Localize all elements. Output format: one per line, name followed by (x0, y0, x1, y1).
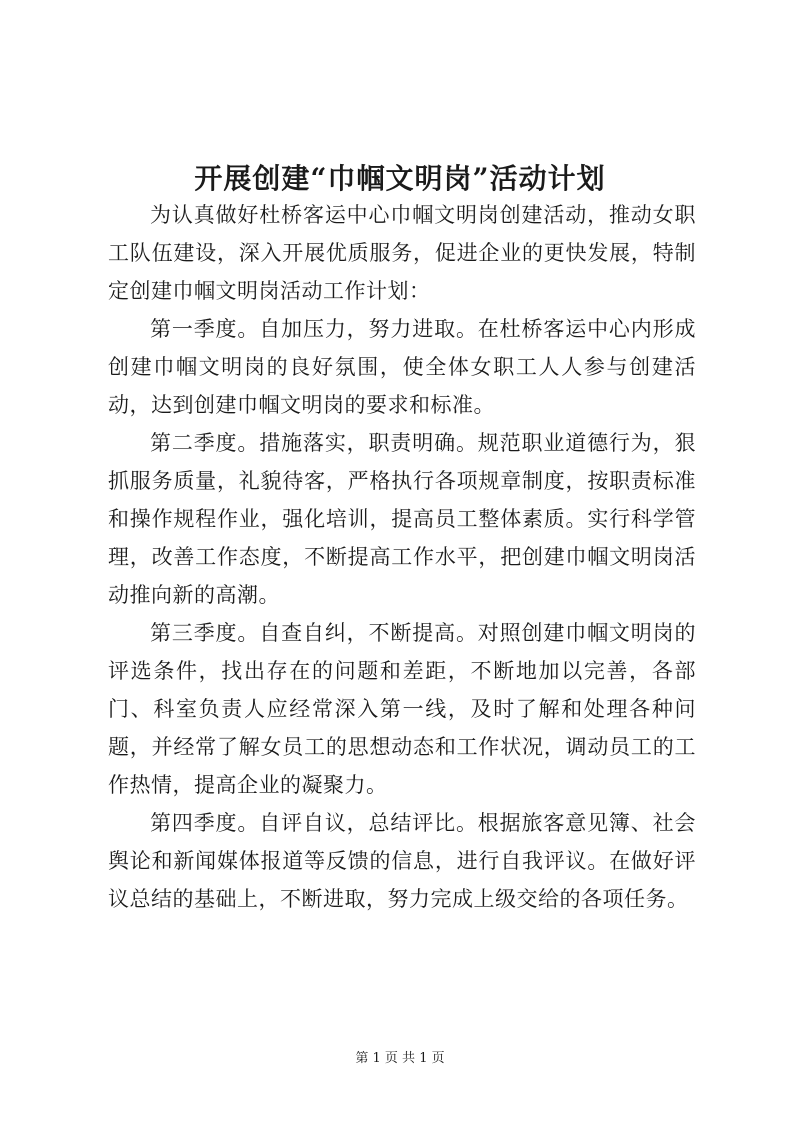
page-footer: 第 1 页 共 1 页 (355, 1051, 445, 1066)
paragraph-intro: 为认真做好杜桥客运中心巾帼文明岗创建活动，推动女职工队伍建设，深入开展优质服务，促进企业的更快发展，特制定创建巾帼文明岗活动工作计划： (108, 203, 696, 303)
paragraph-q1: 第一季度。自加压力，努力进取。在杜桥客运中心内形成创建巾帼文明岗的良好氛围，使全体女职工人人参与创建活动，达到创建巾帼文明岗的要求和标准。 (108, 317, 696, 417)
paragraph-q4: 第四季度。自评自议，总结评比。根据旅客意见簿、社会舆论和新闻媒体报道等反馈的信息，进行自我评议。在做好评议总结的基础上，不断进取，努力完成上级交给的各项任务。 (108, 811, 696, 911)
paragraph-q3: 第三季度。自查自纠，不断提高。对照创建巾帼文明岗的评选条件，找出存在的问题和差距，不断地加以完善，各部门、科室负责人应经常深入第一线，及时了解和处理各种问题，并经常了解女员工的思想动态和工作状况，调动员工的工作热情，提高企业的凝聚力。 (108, 621, 696, 797)
document-body (108, 196, 696, 918)
paragraph-q2: 第二季度。措施落实，职责明确。规范职业道德行为，狠抓服务质量，礼貌待客，严格执行各项规章制度，按职责标准和操作规程作业，强化培训，提高员工整体素质。实行科学管理，改善工作态度，不断提高工作水平，把创建巾帼文明岗活动推向新的高潮。 (108, 431, 696, 607)
document-title: 开展创建“巾帼文明岗”活动计划 (194, 161, 606, 195)
